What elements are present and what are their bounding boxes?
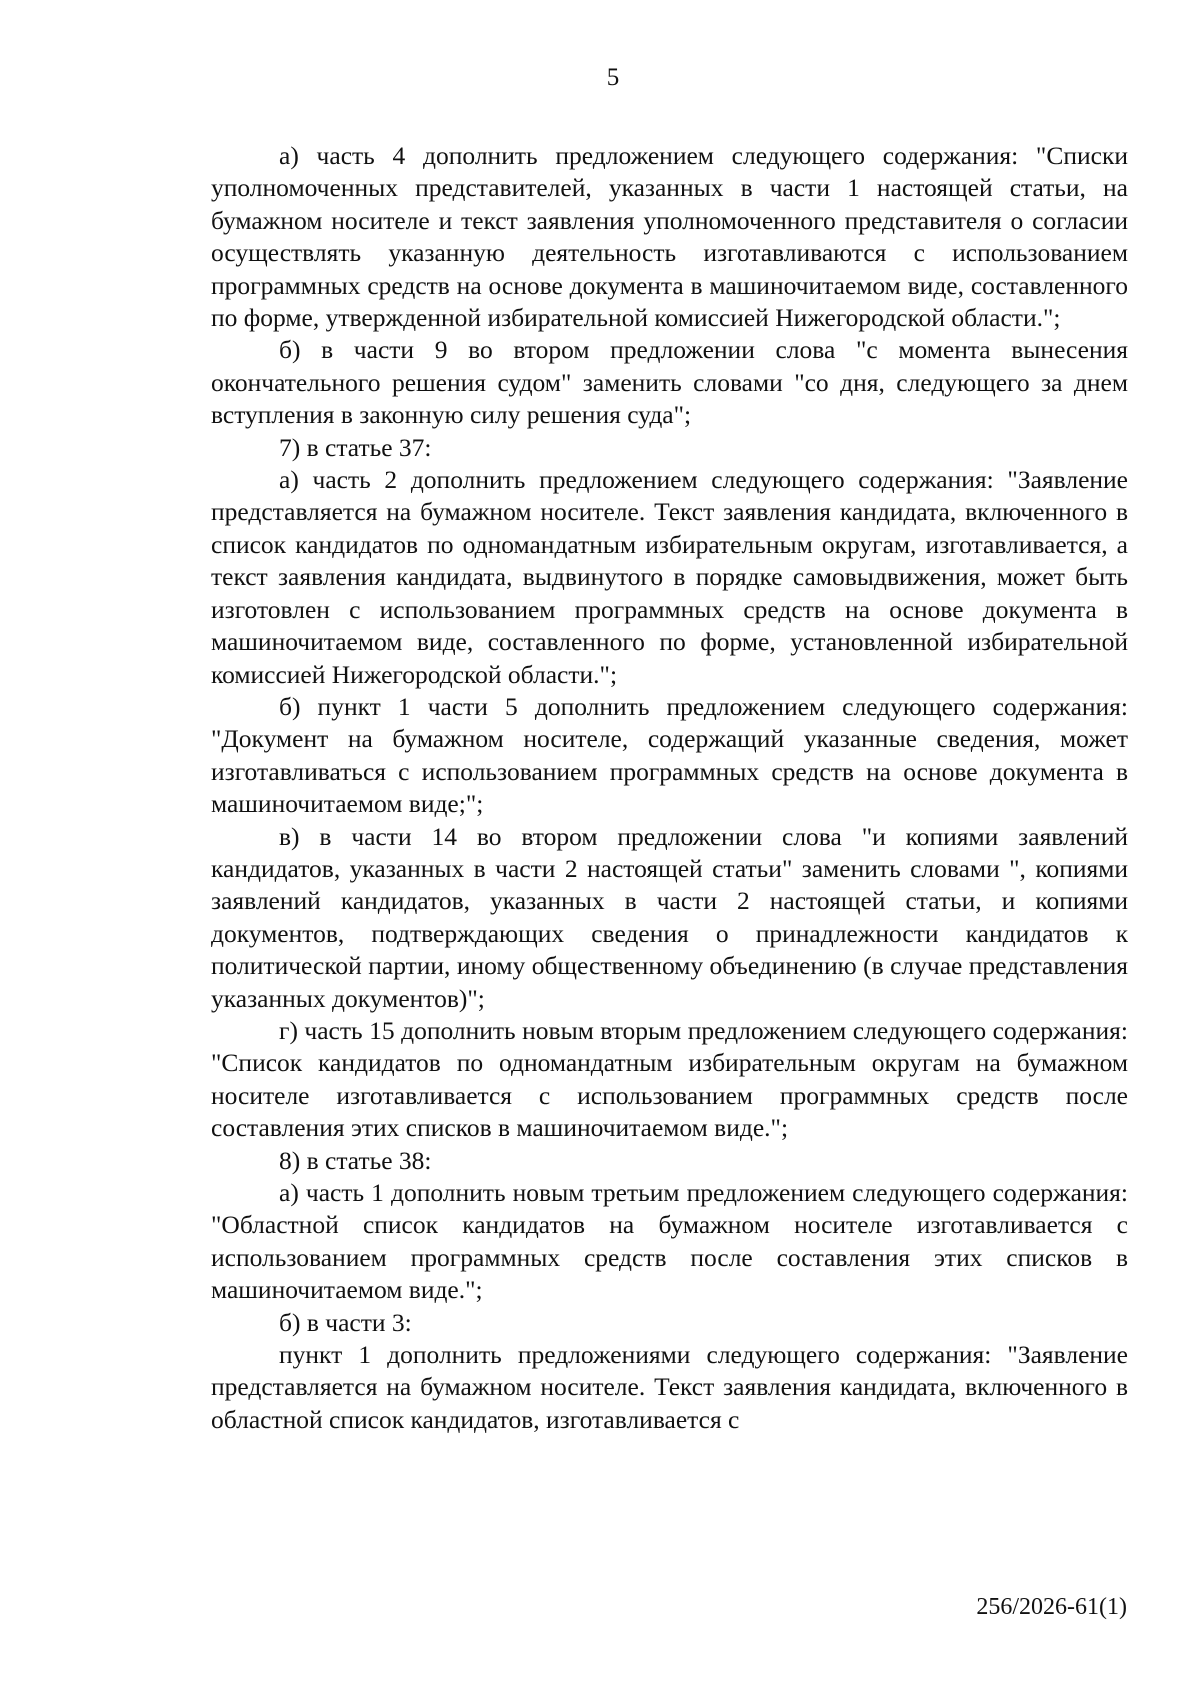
paragraph-7a: а) часть 2 дополнить предложением следующего содержания: "Заявление представляется на бумажном носителе. Текст заявления кандидата, включенного в список кандидатов по одномандатным избирательным округам, изготавливается, а текст заявления кандидата, выдвинутого в порядке самовыдвижения, может быть изготовлен с использованием программных средств на основе документа в машиночитаемом виде, составленного по форме, установленной избирательной комиссией Нижегородской области.";	[211, 465, 1128, 689]
page-number: 5	[606, 64, 620, 91]
document-body	[211, 140, 1128, 1436]
paragraph-item-8: 8) в статье 38:	[279, 1145, 432, 1175]
document-code: 256/2026-61(1)	[976, 1594, 1127, 1620]
paragraph-7b: б) пункт 1 части 5 дополнить предложением следующего содержания: "Документ на бумажном носителе, содержащий указанные сведения, может изготавливаться с использованием программных средств на основе документа в машиночитаемом виде;";	[211, 691, 1128, 819]
paragraph-8b: б) в части 3:	[279, 1307, 412, 1337]
paragraph-4a: а) часть 4 дополнить предложением следующего содержания: "Списки уполномоченных представителей, указанных в части 1 настоящей статьи, на бумажном носителе и текст заявления уполномоченного представителя о согласии осуществлять указанную деятельность изготавливаются с использованием программных средств на основе документа в машиночитаемом виде, составленного по форме, утвержденной избирательной комиссией Нижегородской области.";	[211, 141, 1128, 333]
paragraph-8b-point1: пункт 1 дополнить предложениями следующего содержания: "Заявление представляется на бумажном носителе. Текст заявления кандидата, включенного в областной список кандидатов, изготавливается с	[211, 1340, 1128, 1434]
paragraph-8a: а) часть 1 дополнить новым третьим предложением следующего содержания: "Областной список кандидатов на бумажном носителе изготавливается с использованием программных средств после составления этих списков в машиночитаемом виде.";	[211, 1178, 1128, 1305]
paragraph-item-7: 7) в статье 37:	[279, 432, 432, 462]
paragraph-7v: в) в части 14 во втором предложении слова "и копиями заявлений кандидатов, указанных в части 2 настоящей статьи" заменить словами ", копиями заявлений кандидатов, указанных в части 2 настоящей статьи, и копиями документов, подтверждающих сведения о принадлежности кандидатов к политической партии, иному общественному объединению (в случае представления указанных документов)";	[211, 821, 1128, 1013]
paragraph-7g: г) часть 15 дополнить новым вторым предложением следующего содержания: "Список кандидатов по одномандатным избирательным округам на бумажном носителе изготавливается с использованием программных средств после составления этих списков в машиночитаемом виде.";	[211, 1015, 1128, 1143]
paragraph-4b: б) в части 9 во втором предложении слова "с момента вынесения окончательного решения судом" заменить словами "со дня, следующего за днем вступления в законную силу решения суда";	[211, 335, 1128, 430]
